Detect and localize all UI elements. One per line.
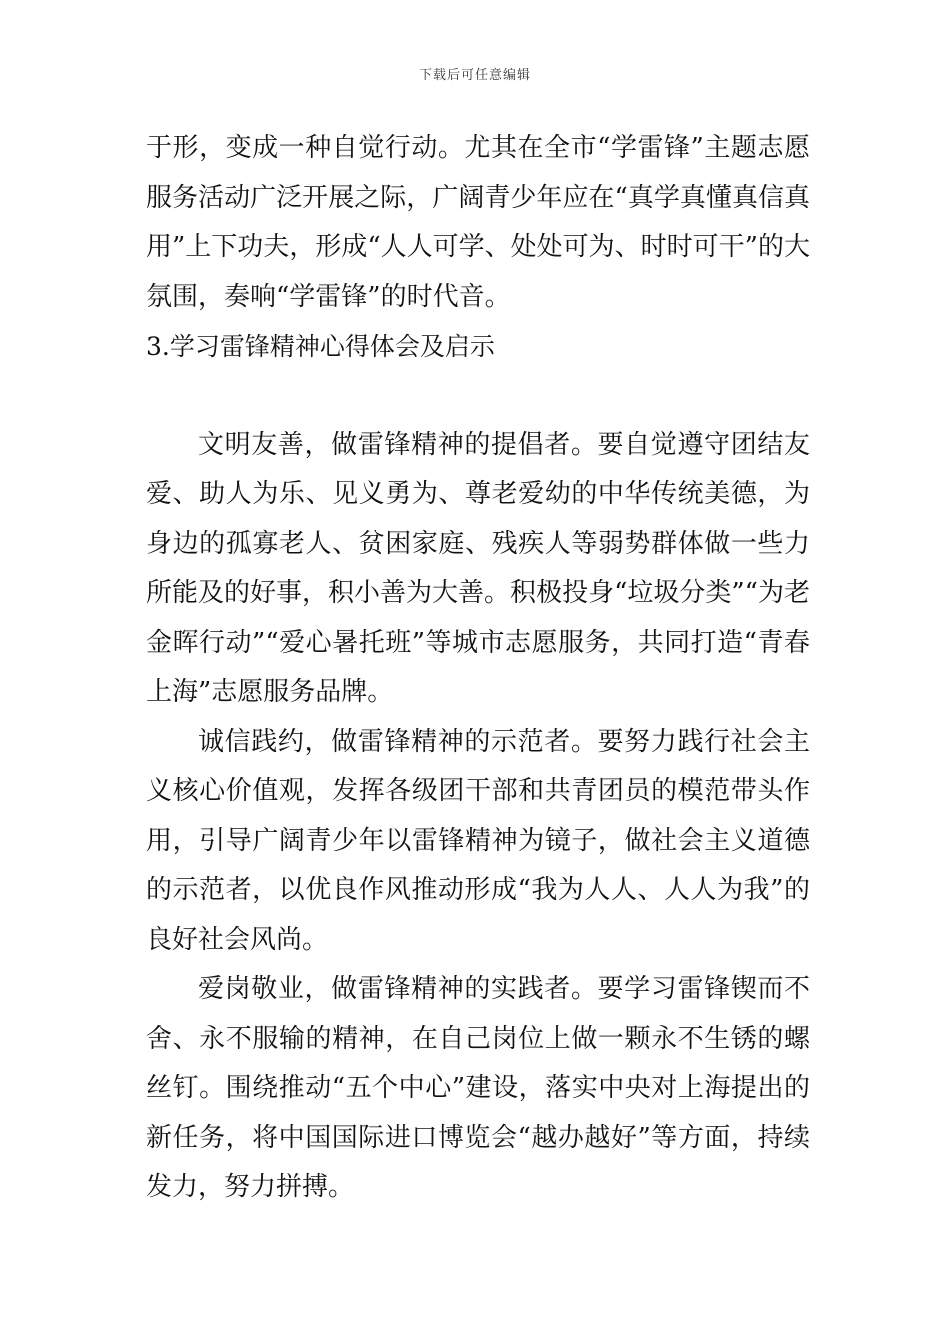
section-title: 3.学习雷锋精神心得体会及启示 bbox=[146, 332, 495, 361]
document-body bbox=[146, 124, 810, 1213]
paragraph-dedication: 爱岗敬业，做雷锋精神的实践者。要学习雷锋锲而不舍、永不服输的精神，在自己岗位上做一颗永不生锈的螺丝钉。围绕推动“五个中心”建设，落实中央对上海提出的新任务，将中国国际进口博览会“越办越好”等方面，持续发力，努力拼搏。 bbox=[146, 974, 810, 1202]
paragraph-integrity: 诚信践约，做雷锋精神的示范者。要努力践行社会主义核心价值观，发挥各级团干部和共青团员的模范带头作用，引导广阔青少年以雷锋精神为镜子，做社会主义道德的示范者，以优良作风推动形成“我为人人、人人为我”的良好社会风尚。 bbox=[146, 726, 810, 955]
continuation-paragraph: 于形，变成一种自觉行动。尤其在全市“学雷锋”主题志愿服务活动广泛开展之际，广阔青少年应在“真学真懂真信真用”上下功夫，形成“人人可学、处处可为、时时可干”的大氛围，奏响“学雷锋”的时代音。 bbox=[146, 133, 810, 312]
page-header: 下载后可任意编辑 bbox=[418, 68, 531, 83]
section-spacer bbox=[146, 372, 810, 421]
paragraph-civility: 文明友善，做雷锋精神的提倡者。要自觉遵守团结友爱、助人为乐、见义勇为、尊老爱幼的中华传统美德，为身边的孤寡老人、贫困家庭、残疾人等弱势群体做一些力所能及的好事，积小善为大善。积极投身“垃圾分类”“为老金晖行动”“爱心暑托班”等城市志愿服务，共同打造“青春上海”志愿服务品牌。 bbox=[146, 429, 810, 707]
